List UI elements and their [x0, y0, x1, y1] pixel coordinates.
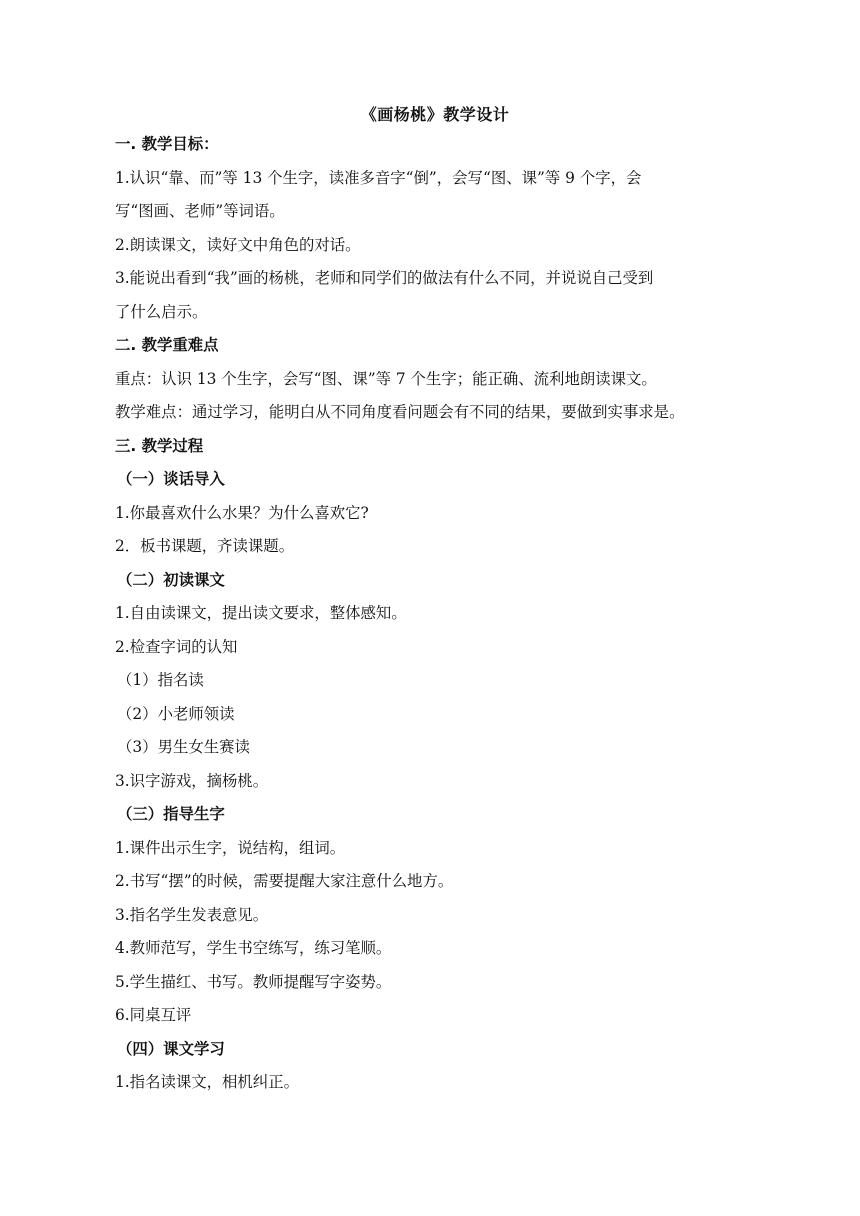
section-heading-key-points: 二. 教学重难点 [115, 336, 219, 354]
subsection-heading-text-study: （四）课文学习 [117, 1039, 225, 1058]
paragraph-line: 2.朗读课文，读好文中角色的对话。 [115, 235, 361, 254]
subsection-heading-characters: （三）指导生字 [117, 805, 225, 823]
paragraph-line: 3.指名学生发表意见。 [115, 905, 269, 924]
subsection-heading-intro: （一）谈话导入 [117, 470, 225, 488]
paragraph-line: 5.学生描红、书写。教师提醒写字姿势。 [115, 972, 392, 991]
paragraph-line: （1）指名读 [117, 671, 204, 689]
paragraph-line: 2．板书课题，齐读课题。 [115, 537, 295, 555]
paragraph-line: 教学难点：通过学习，能明白从不同角度看问题会有不同的结果，要做到实事求是。 [115, 403, 685, 421]
paragraph-line: 1.自由读课文，提出读文要求，整体感知。 [115, 604, 407, 622]
paragraph-line: 1.认识“靠、而”等 13 个生字，读准多音字“倒”，会写“图、课”等 9 个字，会 [115, 168, 642, 187]
paragraph-line: 1.课件出示生字，说结构，组词。 [115, 838, 346, 857]
document-content [115, 102, 755, 1100]
document-title: 《画杨桃》教学设计 [360, 105, 510, 124]
paragraph-line: 写“图画、老师”等词语。 [115, 202, 285, 220]
paragraph-line: 3.识字游戏，摘杨桃。 [115, 771, 269, 790]
paragraph-line: 2.书写“摆”的时候，需要提醒大家注意什么地方。 [115, 872, 454, 890]
paragraph-line: （3）男生女生赛读 [117, 738, 250, 756]
paragraph-line: 2.检查字词的认知 [115, 637, 238, 656]
section-heading-objectives: 一. 教学目标： [115, 135, 219, 153]
paragraph-line: 6.同桌互评 [115, 1006, 192, 1024]
paragraph-line: 1.你最喜欢什么水果？为什么喜欢它? [115, 503, 369, 522]
paragraph-line: 了什么启示。 [115, 302, 208, 321]
paragraph-line: 4.教师范写，学生书空练写，练习笔顺。 [115, 939, 392, 957]
paragraph-line: 3.能说出看到“我”画的杨桃，老师和同学们的做法有什么不同，并说说自己受到 [115, 269, 654, 287]
section-heading-process: 三. 教学过程 [115, 436, 204, 455]
paragraph-line: （2）小老师领读 [117, 704, 235, 723]
paragraph-line: 重点：认识 13 个生字，会写“图、课”等 7 个生字；能正确、流利地朗读课文。 [115, 369, 657, 388]
subsection-heading-first-reading: （二）初读课文 [117, 570, 225, 589]
paragraph-line: 1.指名读课文，相机纠正。 [115, 1073, 299, 1091]
